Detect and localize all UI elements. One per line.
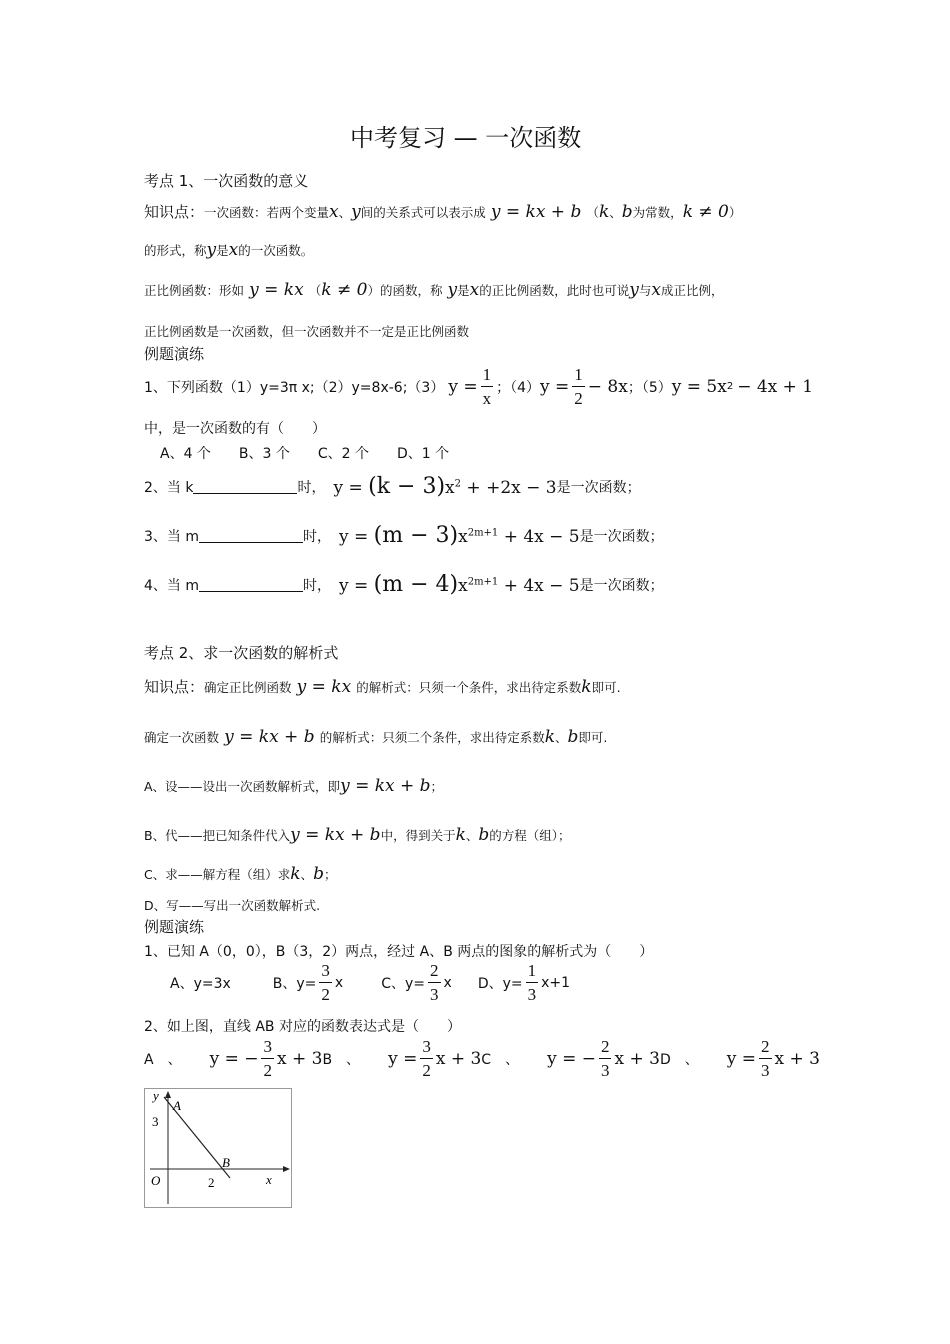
k2-question-2-options: A 、 y = − $\frac{3}{2}$ x + 3 B 、 y = $\frac{3}{2}$ x + 3 C 、 y = − $\frac{2}{3}$ x + 3 D 、 y = $\frac{2}{3}$ x + 3: [144, 1037, 820, 1080]
fraction-1-over-3: $\frac{1}{3}$: [527, 961, 537, 1004]
k2-knowledge-line-1: 知识点：确定正比例函数 y = kx 的解析式：只须一个条件，求出待定系数k即可.: [144, 677, 621, 697]
k1-question-1: 1、下列函数（1）y=3π x;（2）y=8x-6;（3） y = $\frac{1}{x}$ ；（4） y = $\frac{1}{2}$ − 8x ；（5） y = 5x 2 − 4x + 1: [144, 365, 814, 408]
point-b-label: B: [222, 1155, 230, 1170]
x-tick-2: 2: [208, 1175, 215, 1190]
fraction-3-over-2: $\frac{3}{2}$: [321, 961, 330, 1004]
k2-step-b: B、代——把已知条件代入y = kx + b中，得到关于k、b的方程（组）；: [144, 825, 571, 845]
section-2-heading: 考点 2、求一次函数的解析式: [144, 644, 339, 662]
k1-question-1-line-2: 中，是一次函数的有（ ）: [144, 421, 326, 437]
fraction-2-over-3: $\frac{2}{3}$: [430, 961, 439, 1004]
point-a-label: A: [173, 1098, 181, 1113]
graph-border: [145, 1089, 292, 1208]
answer-blank[interactable]: [193, 479, 297, 494]
answer-blank[interactable]: [199, 528, 303, 543]
k1-knowledge-line-1: 知识点：一次函数：若两个变量x、y间的关系式可以表示成 y = kx + b （k、b为常数，k ≠ 0）: [144, 202, 742, 222]
k2-step-a: A、设——设出一次函数解析式，即y = kx + b；: [144, 776, 444, 796]
line-ab-graph: [144, 1088, 292, 1208]
k1-question-3: 3、当 m 时， $y = (m - 3)x^{2m+1} + 4x - 5$ 是一次函数；: [144, 523, 664, 548]
k1-knowledge-line-2: 的形式，称y是x的一次函数。: [144, 240, 314, 260]
fraction-1-over-x: $\frac{1}{x}$: [482, 365, 492, 408]
k2-question-1: 1、已知 A（0，0），B（3，2）两点，经过 A、B 两点的图象的解析式为（ ）: [144, 944, 654, 960]
k2-question-1-options: A、y=3x B、y= $\frac{3}{2}$ x C、y= $\frac{2}{3}$ x D、y= $\frac{1}{3}$ x+1: [170, 961, 571, 1004]
x-axis-label: x: [266, 1172, 272, 1187]
k2-question-2: 2、如上图，直线 AB 对应的函数表达式是（ ）: [144, 1019, 461, 1035]
fraction-1-over-2: $\frac{1}{2}$: [574, 365, 583, 408]
k1-knowledge-line-3: 正比例函数：形如 y = kx （k ≠ 0）的函数，称 y是x的正比例函数，此时也可说y与x成正比例，: [144, 280, 724, 300]
k1-example-heading: 例题演练: [144, 345, 205, 363]
fraction-2-over-3: $\frac{2}{3}$: [761, 1037, 770, 1080]
k1-question-1-options: A、4 个 B、3 个 C、2 个 D、1 个: [160, 446, 450, 462]
k2-knowledge-line-2: 确定一次函数 y = kx + b 的解析式：只须二个条件，求出待定系数k、b即可.: [144, 727, 608, 747]
fraction-2-over-3: $\frac{2}{3}$: [600, 1037, 610, 1080]
k2-example-heading: 例题演练: [144, 918, 205, 936]
page-title: 中考复习 — 一次函数: [350, 124, 582, 152]
y-tick-3: 3: [152, 1114, 159, 1129]
k1-question-2: 2、当 k 时， $y = (k - 3)x^2 + +2x - 3$ 是一次函数；: [144, 474, 641, 499]
k1-knowledge-line-4: 正比例函数是一次函数，但一次函数并不一定是正比例函数: [144, 324, 470, 339]
section-1-heading: 考点 1、一次函数的意义: [144, 172, 309, 190]
origin-label: O: [151, 1173, 161, 1188]
k2-step-c: C、求——解方程（组）求k、b；: [144, 864, 337, 884]
k1-question-4: 4、当 m 时， $y = (m - 4)x^{2m+1} + 4x - 5$ 是一次函数；: [144, 572, 664, 597]
k2-step-d: D、写——写出一次函数解析式.: [144, 898, 321, 913]
fraction-3-over-2: $\frac{3}{2}$: [263, 1037, 272, 1080]
fraction-3-over-2: $\frac{3}{2}$: [422, 1037, 431, 1080]
y-axis-label: y: [153, 1088, 159, 1103]
answer-blank[interactable]: [199, 577, 303, 592]
